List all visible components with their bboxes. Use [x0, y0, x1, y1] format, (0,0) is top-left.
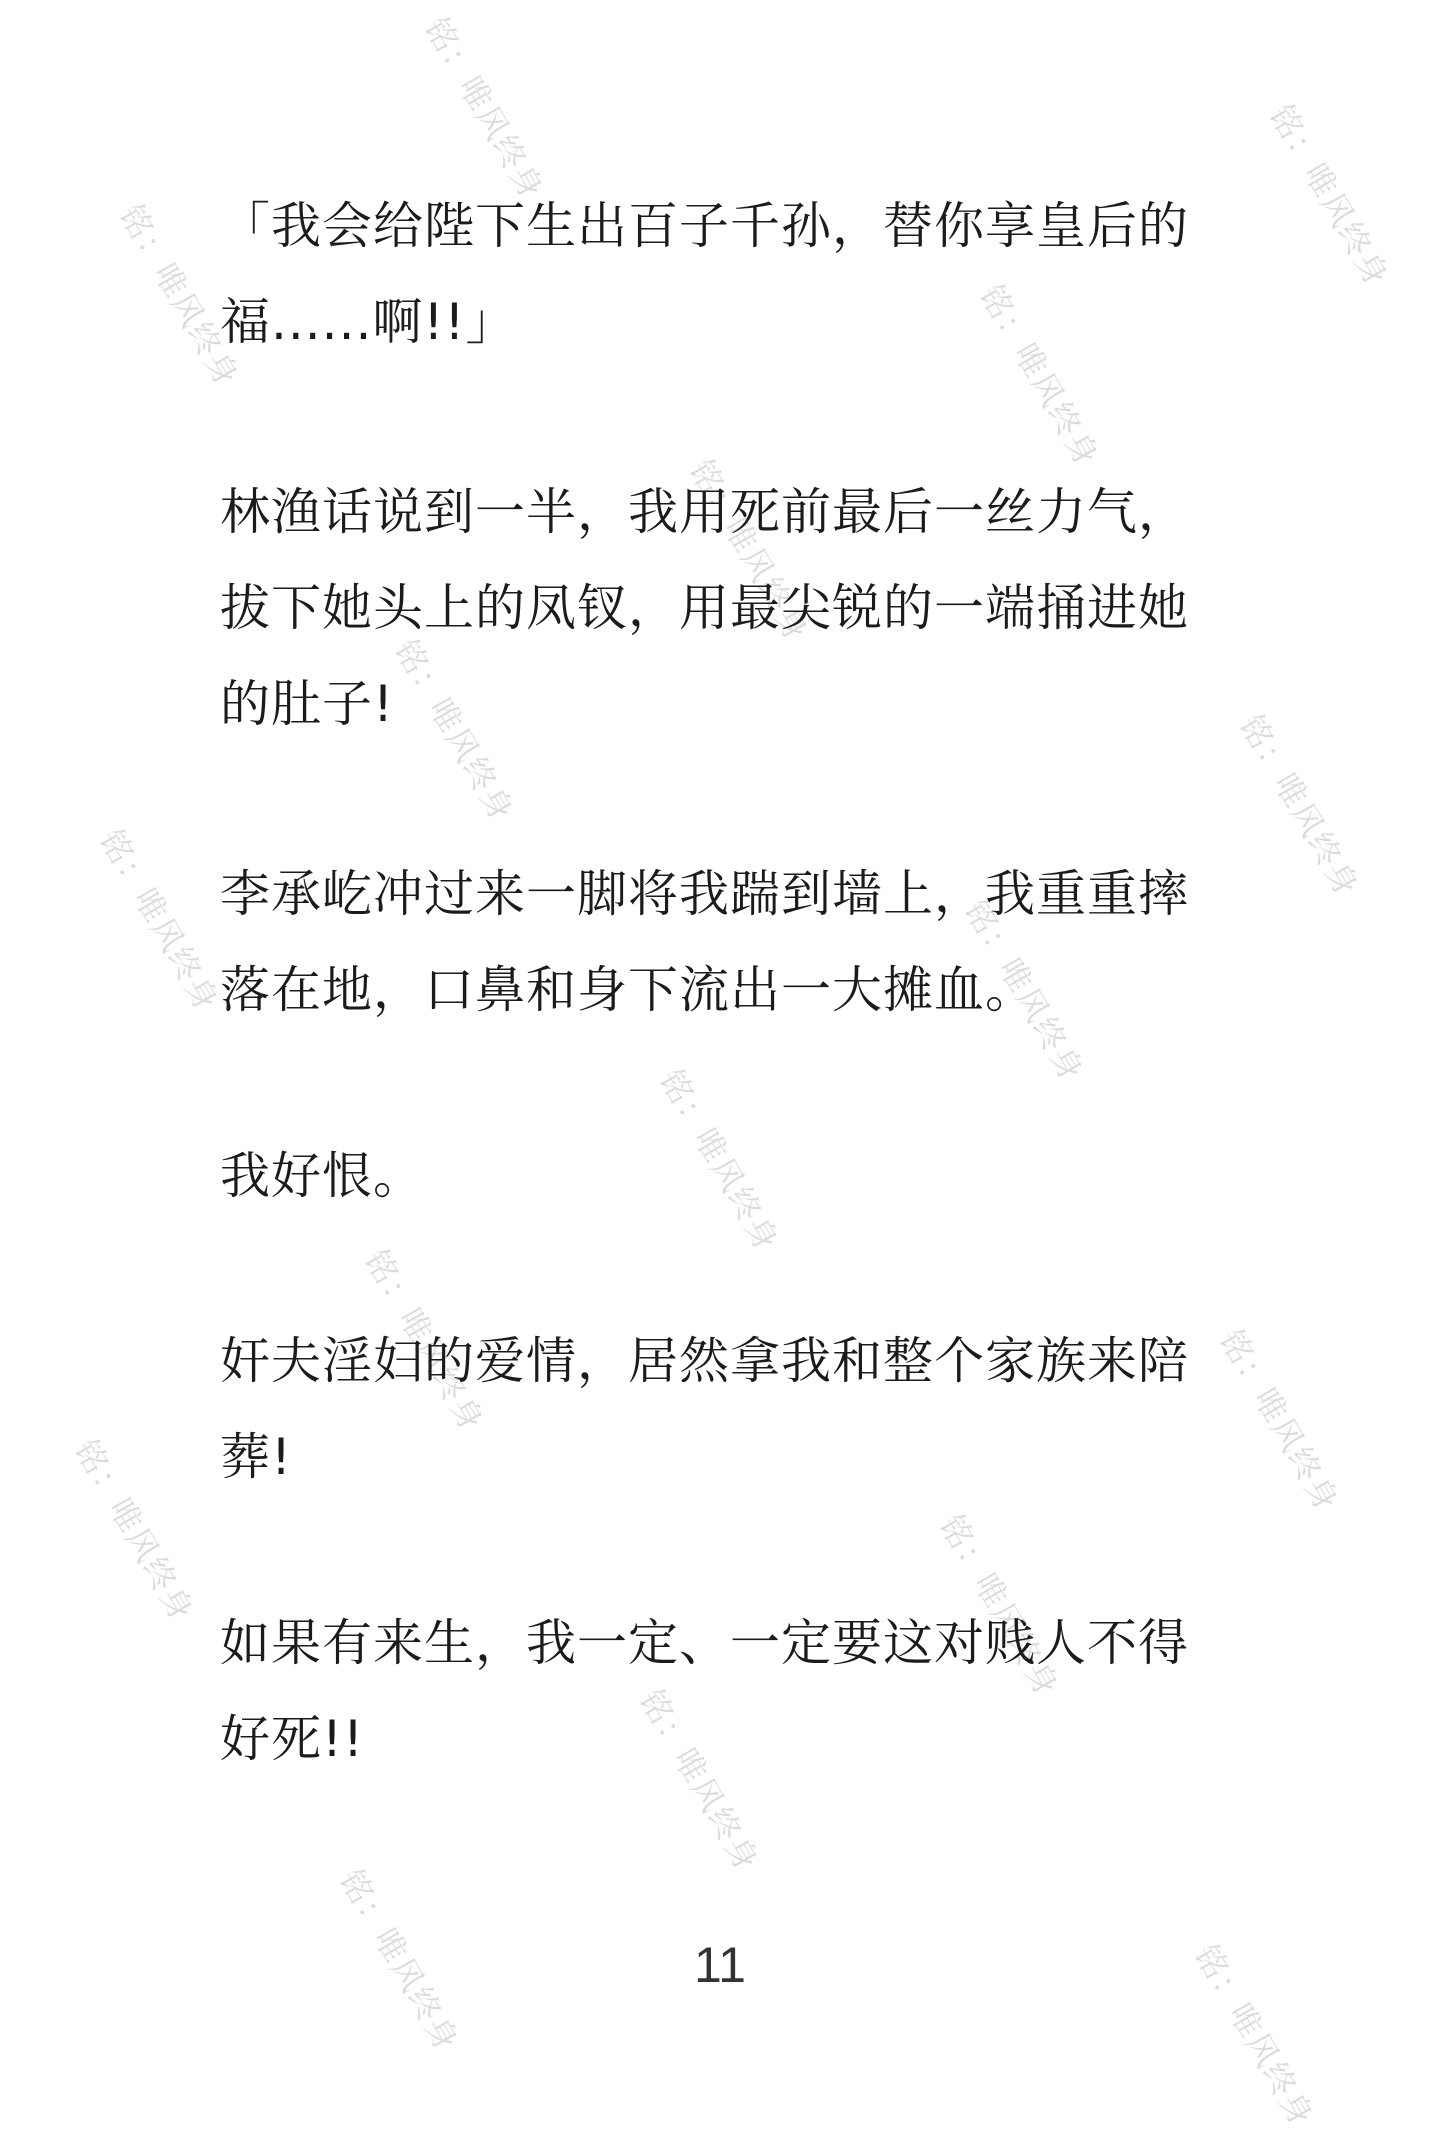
paragraph: 李承屹冲过来一脚将我踹到墙上，我重重摔落在地，口鼻和身下流出一大摊血。 — [220, 865, 1189, 1019]
page-number: 11 — [694, 1937, 746, 1993]
paragraph: 「我会给陛下生出百子千孙，替你享皇后的福......啊!!」 — [220, 197, 1189, 351]
watermark: 铭：唯风终身 — [66, 1433, 202, 1629]
watermark: 铭：唯风终身 — [1231, 708, 1367, 904]
watermark: 铭：唯风终身 — [956, 893, 1092, 1089]
watermark: 铭：唯风终身 — [931, 1508, 1067, 1704]
paragraph: 我好恨。 — [220, 1147, 424, 1205]
watermark: 铭：唯风终身 — [416, 11, 552, 207]
paragraph: 如果有来生，我一定、一定要这对贱人不得好死!! — [220, 1614, 1189, 1768]
watermark: 铭：唯风终身 — [1186, 1938, 1322, 2134]
watermark: 铭：唯风终身 — [1261, 98, 1397, 294]
watermark: 铭：唯风终身 — [651, 1063, 787, 1259]
watermark: 铭：唯风终身 — [386, 633, 522, 829]
watermark: 铭：唯风终身 — [356, 1243, 492, 1439]
watermark: 铭：唯风终身 — [1211, 1323, 1347, 1519]
paragraph: 奸夫淫妇的爱情，居然拿我和整个家族来陪葬! — [220, 1332, 1189, 1486]
watermark: 铭：唯风终身 — [91, 823, 227, 1019]
watermark: 铭：唯风终身 — [681, 453, 817, 649]
watermark: 铭：唯风终身 — [971, 278, 1107, 474]
watermark: 铭：唯风终身 — [631, 1683, 767, 1879]
watermark: 铭：唯风终身 — [111, 198, 247, 394]
watermark: 铭：唯风终身 — [331, 1863, 467, 2059]
paragraph: 林渔话说到一半，我用死前最后一丝力气，拔下她头上的凤钗，用最尖锐的一端捅进她的肚子! — [220, 483, 1189, 733]
